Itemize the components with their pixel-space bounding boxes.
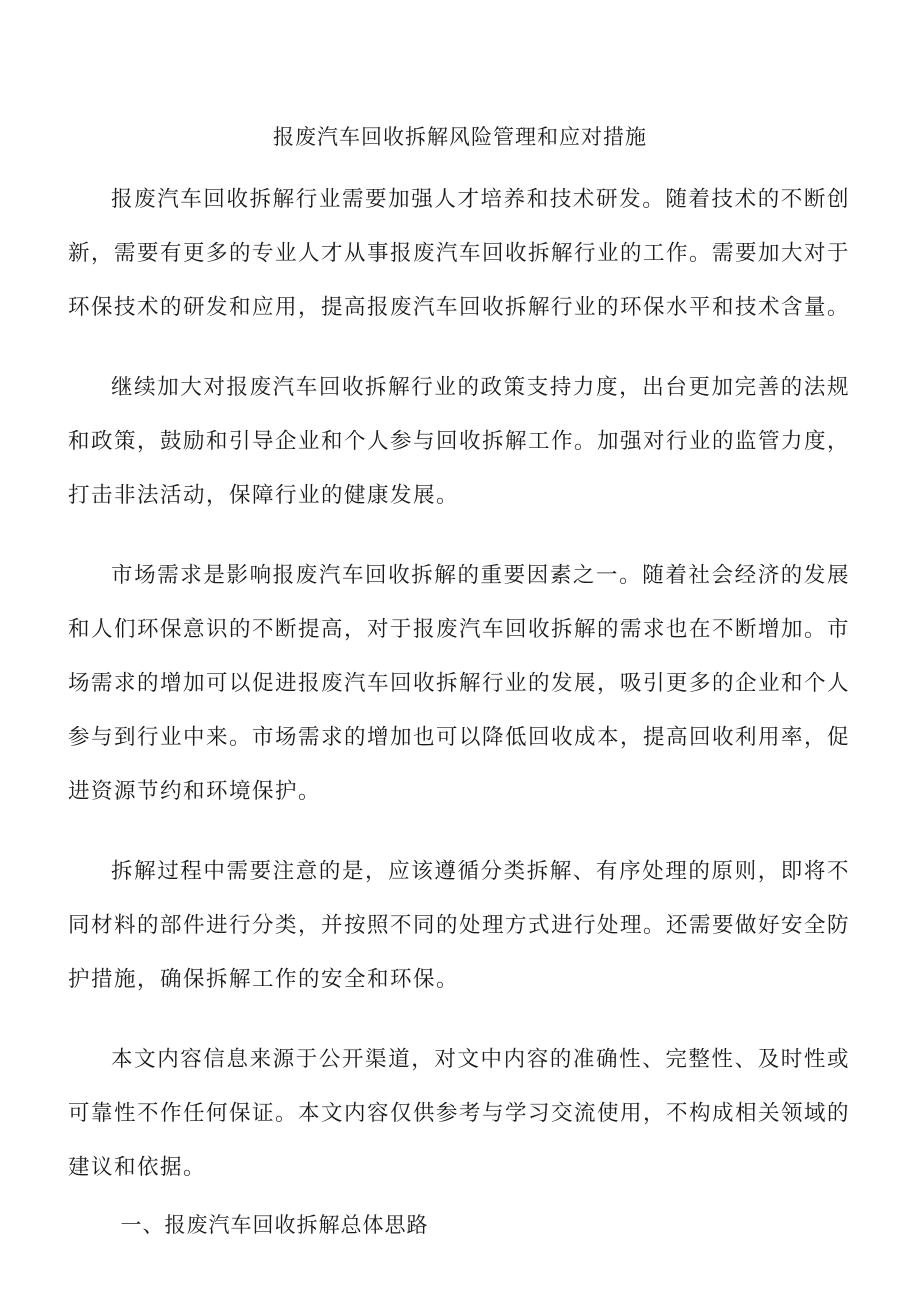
paragraph-disclaimer: 本文内容信息来源于公开渠道，对文中内容的准确性、完整性、及时性或可靠性不作任何保证。本文内容仅供参考与学习交流使用，不构成相关领域的建议和依据。 (68, 1047, 851, 1180)
document-title: 报废汽车回收拆解风险管理和应对措施 (273, 125, 647, 149)
paragraph-dismantling-process: 拆解过程中需要注意的是，应该遵循分类拆解、有序处理的原则，即将不同材料的部件进行分类，并按照不同的处理方式进行处理。还需要做好安全防护措施，确保拆解工作的安全和环保。 (68, 859, 851, 992)
paragraph-talent-and-research: 报废汽车回收拆解行业需要加强人才培养和技术研发。随着技术的不断创新，需要有更多的专业人才从事报废汽车回收拆解行业的工作。需要加大对于环保技术的研发和应用，提高报废汽车回收拆解行业的环保水平和技术含量。 (68, 187, 851, 320)
document-body (68, 173, 850, 1247)
section-heading: 一、报废汽车回收拆解总体思路 (120, 1213, 429, 1237)
paragraph-policy-support: 继续加大对报废汽车回收拆解行业的政策支持力度，出台更加完善的法规和政策，鼓励和引导企业和个人参与回收拆解工作。加强对行业的监管力度，打击非法活动，保障行业的健康发展。 (68, 375, 851, 508)
paragraph-market-demand: 市场需求是影响报废汽车回收拆解的重要因素之一。随着社会经济的发展和人们环保意识的不断提高，对于报废汽车回收拆解的需求也在不断增加。市场需求的增加可以促进报废汽车回收拆解行业的发展，吸引更多的企业和个人参与到行业中来。市场需求的增加也可以降低回收成本，提高回收利用率，促进资源节约和环境保护。 (68, 563, 851, 804)
